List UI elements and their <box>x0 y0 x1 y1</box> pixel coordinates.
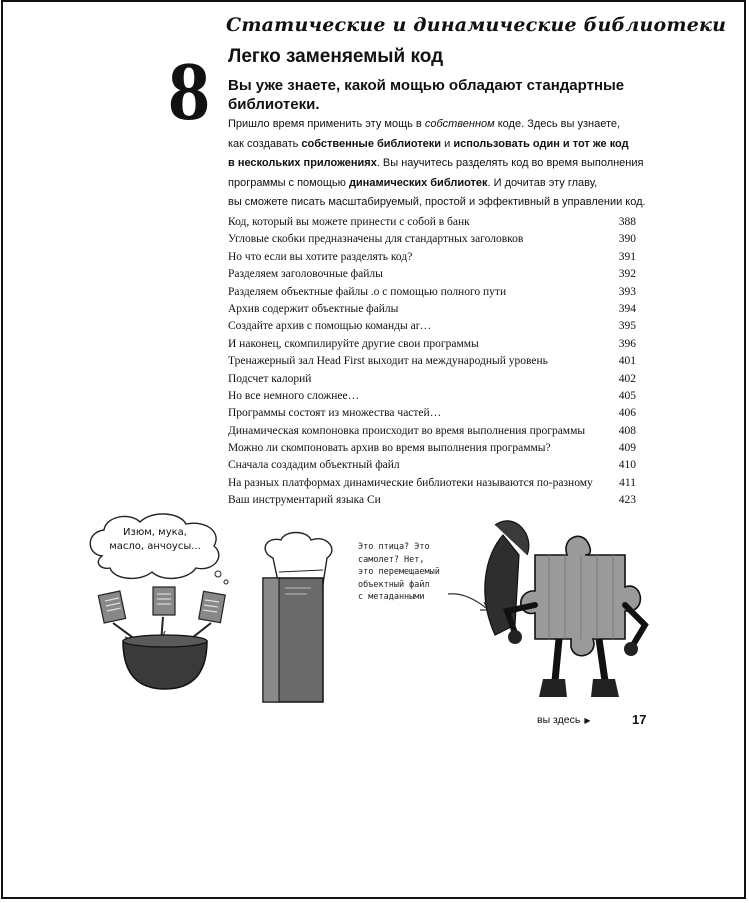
intro-line: в нескольких приложениях. Вы научитесь разделять код во время выполнения <box>228 157 644 169</box>
lead-paragraph: Вы уже знаете, какой мощью обладают стандартные библиотеки. <box>228 77 625 113</box>
toc-entry[interactable] <box>228 388 636 405</box>
puzzle-superhero-illustration <box>475 515 665 715</box>
table-of-contents <box>228 214 636 510</box>
toc-entry-page: 391 <box>618 250 636 263</box>
toc-entry[interactable] <box>228 440 636 457</box>
toc-entry-page: 395 <box>618 320 636 333</box>
toc-entry-title: Подсчет калорий <box>228 372 312 385</box>
toc-entry-title: Разделяем заголовочные файлы <box>228 268 383 281</box>
toc-entry[interactable] <box>228 423 636 440</box>
file-icon <box>153 587 175 615</box>
toc-entry-page: 388 <box>618 216 636 228</box>
toc-entry-page: 409 <box>618 442 636 455</box>
toc-entry[interactable] <box>228 214 636 231</box>
page-number: 17 <box>632 712 647 727</box>
toc-entry[interactable] <box>228 353 636 370</box>
intro-line: вы сможете писать масштабируемый, простой и эффективный в управлении код. <box>228 196 646 208</box>
toc-entry-title: Но что если вы хотите разделять код? <box>228 250 413 263</box>
toc-entry-title: Код, который вы можете принести с собой в банк <box>228 216 470 228</box>
toc-entry[interactable] <box>228 301 636 318</box>
toc-entry[interactable] <box>228 405 636 422</box>
toc-entry[interactable] <box>228 231 636 248</box>
handwritten-note: Это птица? Это самолет? Нет, это перемещаемый объектный файл с метаданными <box>358 542 440 602</box>
toc-entry-page: 411 <box>619 476 636 489</box>
you-are-here-label: вы здесь ▶ <box>537 714 591 726</box>
toc-entry-page: 410 <box>618 459 636 472</box>
chapter-series-title: Статические и динамические библиотеки <box>226 14 727 36</box>
intro-line: программы с помощью динамических библиотек. И дочитав эту главу, <box>228 176 598 189</box>
toc-entry[interactable] <box>228 475 636 492</box>
toc-entry-page: 408 <box>618 424 636 437</box>
toc-entry-title: Создайте архив с помощью команды ar… <box>228 320 432 333</box>
file-icon <box>98 591 125 623</box>
toc-entry-title: Архив содержит объектные файлы <box>228 302 399 315</box>
toc-entry[interactable] <box>228 266 636 283</box>
toc-entry-page: 392 <box>618 268 636 281</box>
intro-paragraph <box>228 115 648 213</box>
intro-line: как создавать собственные библиотеки и использовать один и тот же код <box>228 137 629 150</box>
toc-entry-title: И наконец, скомпилируйте другие свои программы <box>228 337 479 350</box>
toc-entry[interactable] <box>228 457 636 474</box>
file-icon <box>199 591 226 622</box>
toc-entry-title: На разных платформах динамические библиотеки называются по-разному <box>228 476 593 489</box>
toc-entry-page: 396 <box>618 337 636 350</box>
toc-entry-title: Программы состоят из множества частей… <box>228 407 442 420</box>
toc-entry[interactable] <box>228 336 636 353</box>
speech-bubble-text: Изюм, мука, масло, анчоусы... <box>109 527 201 552</box>
toc-entry-page: 405 <box>618 389 636 402</box>
toc-entry-title: Угловые скобки предназначены для стандартных заголовков <box>228 233 524 246</box>
toc-entry-page: 393 <box>618 285 636 298</box>
toc-entry-title: Но все немного сложнее… <box>228 389 360 402</box>
toc-entry-title: Сначала создадим объектный файл <box>228 459 400 472</box>
toc-entry-title: Динамическая компоновка происходит во время выполнения программы <box>228 424 586 437</box>
toc-entry[interactable] <box>228 284 636 301</box>
toc-entry-title: Можно ли скомпоновать архив во время выполнения программы? <box>228 442 551 455</box>
toc-entry-page: 390 <box>618 233 636 246</box>
toc-entry-title: Ваш инструментарий языка Си <box>228 494 381 507</box>
intro-line: Пришло время применить эту мощь в собственном коде. Здесь вы узнаете, <box>228 118 621 130</box>
toc-entry[interactable] <box>228 249 636 266</box>
toc-entry[interactable] <box>228 492 636 509</box>
toc-entry-page: 406 <box>618 407 636 420</box>
toc-entry[interactable] <box>228 318 636 335</box>
chapter-number: 8 <box>168 45 210 138</box>
chapter-title: Легко заменяемый код <box>228 46 444 67</box>
toc-entry-title: Тренажерный зал Head First выходит на международный уровень <box>228 355 548 368</box>
toc-entry-page: 423 <box>618 494 636 507</box>
chef-file-illustration <box>255 530 355 710</box>
toc-entry[interactable] <box>228 371 636 388</box>
mixing-bowl-illustration <box>95 585 235 695</box>
toc-entry-page: 401 <box>618 355 636 368</box>
toc-entry-page: 394 <box>618 302 636 315</box>
toc-entry-page: 402 <box>618 372 636 385</box>
toc-entry-title: Разделяем объектные файлы .o с помощью полного пути <box>228 285 507 298</box>
